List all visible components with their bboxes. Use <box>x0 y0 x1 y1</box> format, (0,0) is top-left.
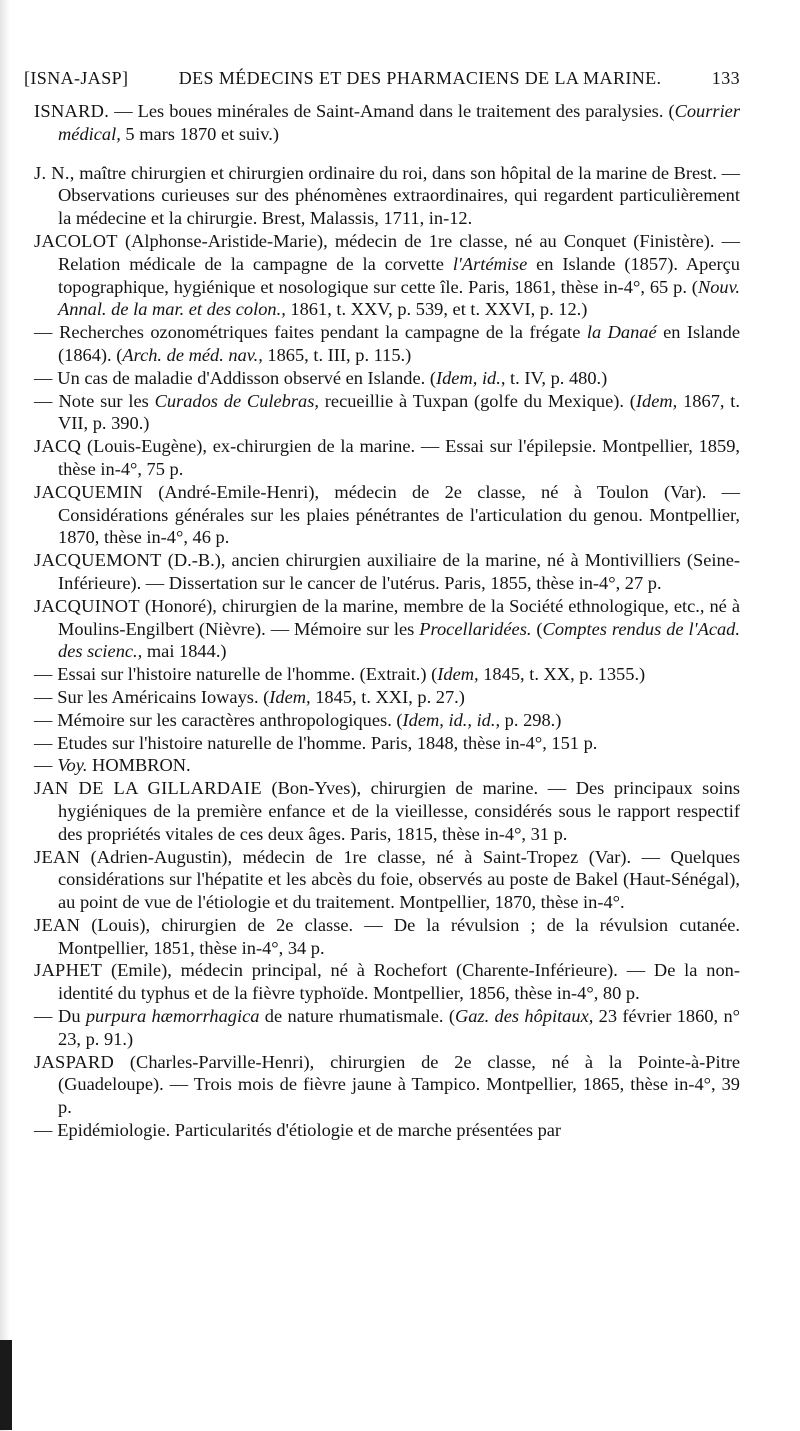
author-name: JAN DE LA GILLARDAIE <box>34 778 262 799</box>
scan-margin-mark <box>0 1340 12 1430</box>
bibliography-entry <box>34 595 740 663</box>
author-name: JEAN <box>34 914 81 935</box>
italic-text: Procellaridées. <box>419 618 532 639</box>
entry-text: recueillie à Tuxpan (golfe du Mexique). ( <box>318 390 636 411</box>
entry-text: Mémoire sur les caractères anthropologiques. ( <box>52 709 403 730</box>
italic-text: Idem, <box>437 664 479 685</box>
italic-text: Voy. <box>57 755 88 776</box>
italic-text: purpura hæmorrhagica <box>85 1006 260 1027</box>
bibliography-entry <box>34 321 740 367</box>
author-name: JASPARD <box>34 1051 115 1072</box>
italic-text: Courrier médical, <box>58 101 740 144</box>
entry-text: (André-Emile-Henri), médecin de 2e classe, né à Toulon (Var). — Considérations générales sur les plaies pénétrantes de l'articulation du genou. Montpellier, 1870, thèse in-4°, 46 p. <box>58 481 740 548</box>
entry-text: 1845, t. XX, p. 1355.) <box>478 664 646 685</box>
entry-text: Note sur les <box>52 390 155 411</box>
italic-text: Idem, <box>269 686 311 707</box>
ditto-dash: — <box>34 1120 53 1141</box>
italic-text: la Danaé <box>586 322 657 343</box>
entry-text: ( <box>531 618 543 639</box>
author-name: JACOLOT <box>34 230 118 251</box>
bibliography-entry <box>34 1051 740 1119</box>
entry-text: (Louis-Eugène), ex-chirurgien de la marine. — Essai sur l'épilepsie. Montpellier, 1859, thèse in-4°, 75 p. <box>58 436 740 479</box>
entry-text: mai 1844.) <box>142 641 227 662</box>
entry-text: 23 février 1860, n° 23, p. 91.) <box>58 1006 740 1049</box>
author-name: JACQ <box>34 436 82 457</box>
author-name: JEAN <box>34 846 81 867</box>
entry-text: en Islande (1864). ( <box>58 322 740 365</box>
author-name: J. N., <box>34 162 75 183</box>
italic-text: Comptes rendus de l'Acad. des scienc., <box>58 618 740 662</box>
italic-text: l'Artémise <box>452 253 528 274</box>
author-name: ISNARD. <box>34 101 110 121</box>
author-name: JAPHET <box>34 960 103 981</box>
entry-text: (Charles-Parville-Henri), chirurgien de 2e classe, né à la Pointe-à-Pitre (Guadeloupe). — Trois mois de fièvre jaune à Tampico. Montpellier, 1865, thèse in-4°, 39 p. <box>58 1051 740 1118</box>
bibliography-entry <box>34 481 740 549</box>
bibliography-entry <box>34 777 740 845</box>
entry-text: p. 298.) <box>500 709 562 730</box>
entry-text: Du <box>52 1006 86 1027</box>
bibliography-entry <box>34 732 740 755</box>
running-header <box>24 68 740 89</box>
entry-text: HOMBRON. <box>87 755 191 776</box>
bibliography-entry <box>34 959 740 1005</box>
entry-text: (Emile), médecin principal, né à Rochefort (Charente-Inférieure). — De la non-identité du typhus et de la fièvre typhoïde. Montpellier, 1856, thèse in-4°, 80 p. <box>58 960 740 1004</box>
bibliography-entry <box>34 846 740 914</box>
entry-text: Sur les Américains Ioways. ( <box>52 686 270 707</box>
bibliography-entry <box>34 435 740 481</box>
bibliography-entry <box>34 100 740 146</box>
entry-text: Un cas de maladie d'Addisson observé en Islande. ( <box>52 367 436 388</box>
ditto-dash: — <box>34 322 53 343</box>
bibliography-entry <box>34 549 740 595</box>
ditto-dash: — <box>34 390 53 411</box>
entry-text: maître chirurgien et chirurgien ordinaire du roi, dans son hôpital de la marine de Brest. — Observations curieuses sur des phénomènes extraordinaires, qui regardent particulièrement la médecine et la chirurgie. Brest, Malassis, 1711, in-12. <box>58 162 740 229</box>
entry-text: Recherches ozonométriques faites pendant la campagne de la frégate <box>52 322 587 343</box>
bibliography-entry <box>34 709 740 732</box>
author-name: JACQUEMONT <box>34 550 162 571</box>
italic-text: Curados de Culebras, <box>154 390 319 411</box>
entry-text: (Louis), chirurgien de 2e classe. — De la révulsion ; de la révulsion cutanée. Montpellier, 1851, thèse in-4°, 34 p. <box>58 914 740 958</box>
entry-text: 1867, t. VII, p. 390.) <box>58 390 740 434</box>
italic-text: Idem, id., <box>435 367 506 388</box>
entry-text: (Alphonse-Aristide-Marie), médecin de 1re classe, né au Conquet (Finistère). — Relation médicale de la campagne de la corvette <box>58 230 740 274</box>
bibliography-body <box>34 100 740 1142</box>
bibliography-entry <box>34 162 740 230</box>
entry-text: 5 mars 1870 et suiv.) <box>120 123 279 144</box>
entry-text: de nature rhumatismale. ( <box>259 1006 455 1027</box>
entry-text: (Adrien-Augustin), médecin de 1re classe, né à Saint-Tropez (Var). — Quelques considérations sur l'hépatite et les abcès du foie, observés au poste de Bakel (Haut-Sénégal), au point de vue de l'étiologie et du traitement. Montpellier, 1870, thèse in-4°. <box>58 846 740 913</box>
entry-text: Epidémiologie. Particularités d'étiologie et de marche présentées par <box>52 1120 562 1141</box>
italic-text: Idem, <box>635 390 678 411</box>
ditto-dash: — <box>34 664 53 685</box>
entry-text: Essai sur l'histoire naturelle de l'homme. (Extrait.) ( <box>52 664 438 685</box>
entry-text: 1865, t. III, p. 115.) <box>262 344 412 365</box>
entry-text: 1861, t. XXV, p. 539, et t. XXVI, p. 12.) <box>285 299 588 320</box>
page-number: 133 <box>711 68 740 88</box>
author-name: JACQUINOT <box>34 595 140 616</box>
ditto-dash: — <box>34 709 53 730</box>
bibliography-entry <box>34 230 740 321</box>
entry-text: (Bon-Yves), chirurgien de marine. — Des principaux soins hygiéniques de la première enfance et de la vieillesse, considérés sous le rapport respectif des propriétés vitales de ces deux âges. Paris, 1815, thèse in-4°, 31 p. <box>58 778 740 844</box>
entry-text: Etudes sur l'histoire naturelle de l'homme. Paris, 1848, thèse in-4°, 151 p. <box>52 732 598 753</box>
ditto-dash: — <box>34 755 53 776</box>
bibliography-entry <box>34 663 740 686</box>
bibliography-entry <box>34 914 740 960</box>
bibliography-entry <box>34 1005 740 1051</box>
entry-text: en Islande (1857). Aperçu topographique, hygiénique et nosologique sur cette île. Paris, 1861, thèse in-4°, 65 p. ( <box>58 253 740 297</box>
page-edge-shadow <box>0 0 10 1431</box>
bibliography-entry <box>34 390 740 436</box>
italic-text: Gaz. des hôpitaux, <box>454 1006 594 1027</box>
running-header-left: [ISNA-JASP] <box>24 68 129 88</box>
bibliography-entry <box>34 1119 740 1142</box>
ditto-dash: — <box>34 686 53 707</box>
italic-text: Arch. de méd. nav., <box>122 344 263 365</box>
running-header-title: DES MÉDECINS ET DES PHARMACIENS DE LA MARINE. <box>178 68 662 88</box>
italic-text: Idem, id., id., <box>402 709 501 730</box>
entry-text: (D.-B.), ancien chirurgien auxiliaire de la marine, né à Montivilliers (Seine-Inférieure). — Dissertation sur le cancer de l'utérus. Paris, 1855, thèse in-4°, 27 p. <box>58 550 740 593</box>
entry-text: 1845, t. XXI, p. 27.) <box>310 686 465 707</box>
ditto-dash: — <box>34 1006 53 1027</box>
bibliography-entry <box>34 754 740 777</box>
entry-text: t. IV, p. 480.) <box>505 367 608 388</box>
author-name: JACQUEMIN <box>34 481 143 502</box>
entry-text: — Les boues minérales de Saint-Amand dans le traitement des paralysies. ( <box>109 101 675 121</box>
bibliography-entry <box>34 367 740 390</box>
italic-text: Nouv. Annal. de la mar. et des colon., <box>58 276 740 320</box>
ditto-dash: — <box>34 732 53 753</box>
entry-text: (Honoré), chirurgien de la marine, membre de la Société ethnologique, etc., né à Moulins-Engilbert (Nièvre). — Mémoire sur les <box>58 595 740 639</box>
ditto-dash: — <box>34 367 53 388</box>
bibliography-entry <box>34 686 740 709</box>
